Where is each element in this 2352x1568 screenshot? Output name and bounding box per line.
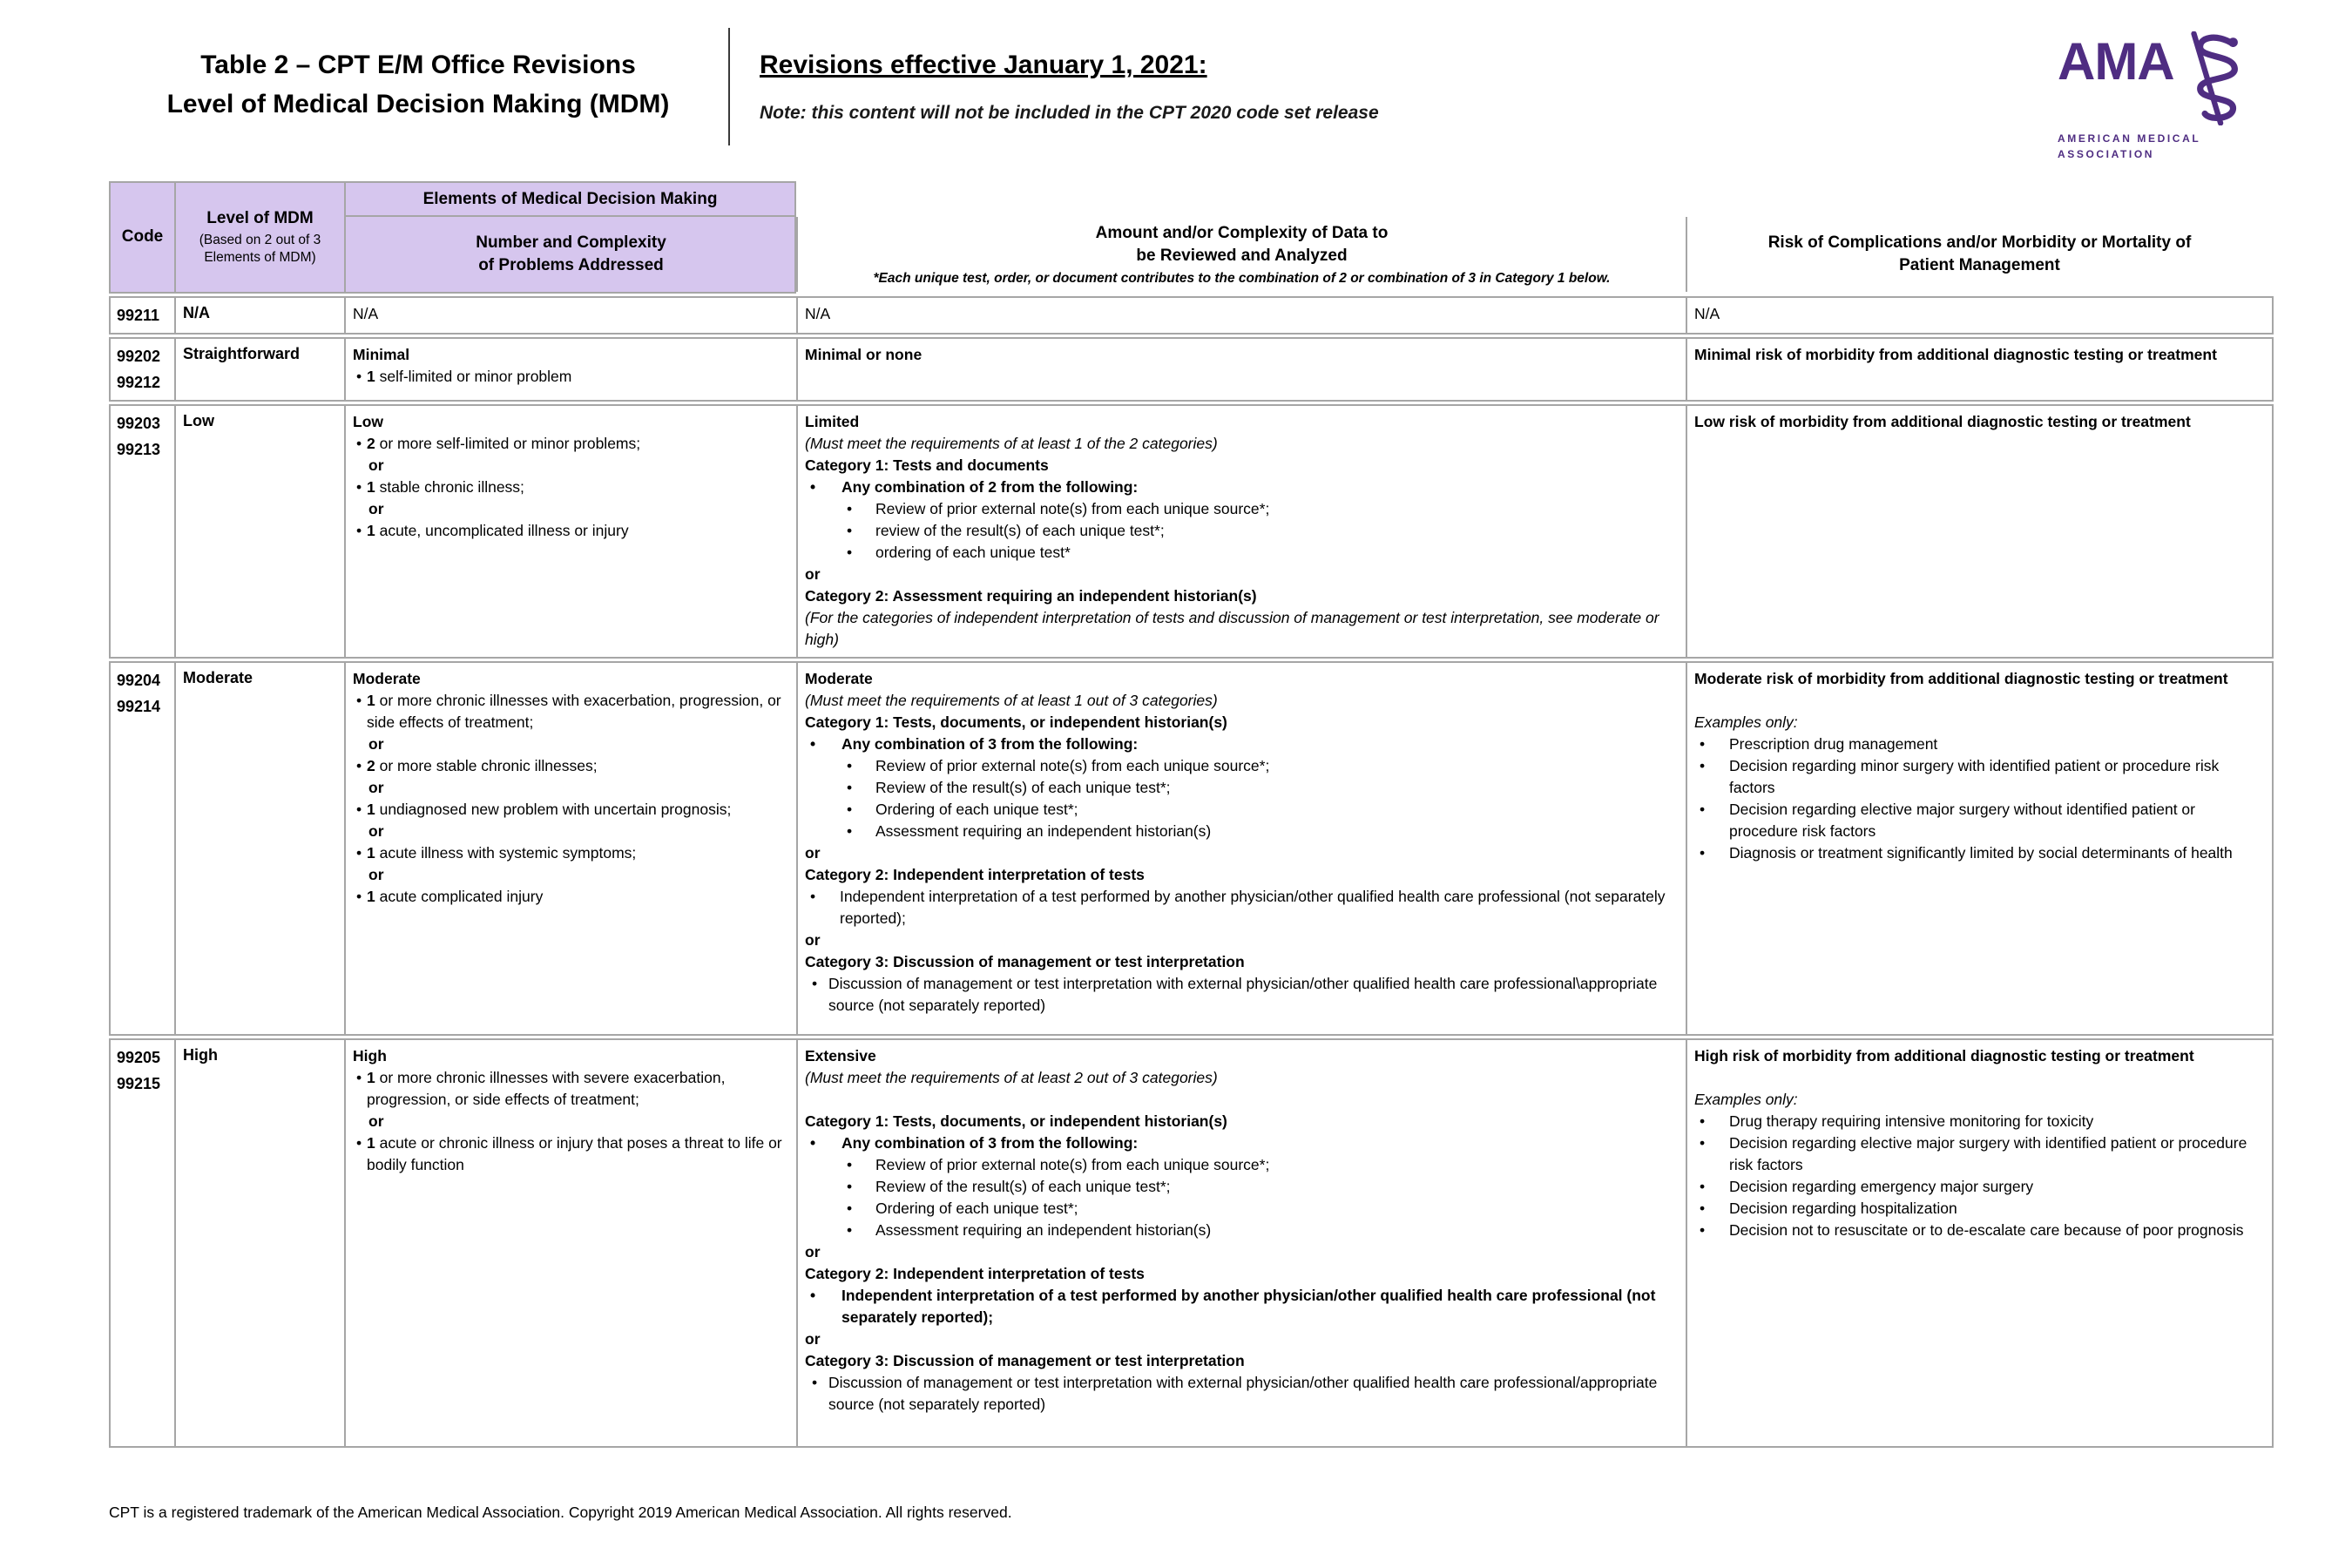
problems-cell <box>344 404 796 659</box>
text-line: Examples only: <box>1694 1091 1798 1108</box>
text-line: • 1 or more chronic illnesses with exacerbation, progression, or side effects of treatment; <box>356 692 781 731</box>
text-line: • 1 or more chronic illnesses with severe exacerbation, progression, or side effects of treatment; <box>356 1069 726 1108</box>
text-line: Moderate <box>353 670 421 687</box>
col-header-data-line2: be Reviewed and Analyzed <box>1136 247 1348 266</box>
text-line: or <box>368 456 384 474</box>
text-line: • Ordering of each unique test*; <box>805 799 1677 821</box>
text-line: • Decision regarding elective major surgery without identified patient or procedure risk factors <box>1700 801 2195 840</box>
table-row <box>109 404 2274 659</box>
risk-cell <box>1686 661 2274 1036</box>
text-line: Minimal <box>353 346 410 363</box>
col-header-code: Code <box>109 181 174 294</box>
mdm-table <box>109 179 2274 1450</box>
table-header <box>109 181 2274 294</box>
text-line: Examples only: <box>1694 713 1798 731</box>
data-cell <box>796 661 1686 1036</box>
bullet-icon: • <box>1700 801 1706 818</box>
bullet-icon: • <box>847 822 853 840</box>
cpt-code: 99215 <box>117 1075 161 1092</box>
text-line: Category 1: Tests and documents <box>805 456 1049 474</box>
level-cell: N/A <box>174 296 344 335</box>
bullet-icon: • <box>1700 735 1706 753</box>
text-line: • ordering of each unique test* <box>805 542 1677 564</box>
text-line: (Must meet the requirements of at least 2 out of 3 categories) <box>805 1069 1218 1086</box>
text-line: • Decision regarding minor surgery with identified patient or procedure risk factors <box>1700 757 2220 796</box>
text-line: • Any combination of 3 from the following: <box>805 1132 1677 1154</box>
bullet-icon: • <box>356 522 362 539</box>
text-line: or <box>368 735 384 753</box>
cpt-code: 99205 <box>117 1049 161 1066</box>
level-cell: Moderate <box>174 661 344 1036</box>
text-line: Category 2: Assessment requiring an independent historian(s) <box>805 587 1257 605</box>
text-line: Category 3: Discussion of management or test interpretation <box>805 953 1245 970</box>
bullet-icon: • <box>810 735 816 753</box>
cpt-code: 99202 <box>117 348 161 365</box>
bullet-icon: • <box>356 888 362 905</box>
text-line: Limited <box>805 413 860 430</box>
text-line: • Discussion of management or test interpretation with external physician/other qualified health care professional/appropriate source (not separately reported) <box>812 1374 1658 1413</box>
bullet-icon: • <box>356 844 362 862</box>
col-header-level-sub: (Based on 2 out of 3 Elements of MDM) <box>199 232 321 265</box>
text-line: • 1 acute or chronic illness or injury that poses a threat to life or bodily function <box>356 1134 782 1173</box>
table-row <box>109 296 2274 335</box>
caduceus-icon <box>2169 31 2242 130</box>
bullet-icon: • <box>847 1221 853 1239</box>
bullet-icon: • <box>810 1287 816 1304</box>
header-divider <box>728 28 730 145</box>
text-line: Moderate risk of morbidity from additional diagnostic testing or treatment <box>1694 670 2228 687</box>
revision-heading: Revisions effective January 1, 2021: <box>760 51 1207 79</box>
table-row <box>109 661 2274 1036</box>
bullet-icon: • <box>847 500 853 517</box>
text-line: • Discussion of management or test interpretation with external physician/other qualified health care professional\appropriate source (not separately reported) <box>812 975 1658 1014</box>
cpt-code: 99211 <box>117 307 160 324</box>
risk-cell <box>1686 296 2274 335</box>
bullet-icon: • <box>356 435 362 452</box>
bullet-icon: • <box>847 1156 853 1173</box>
text-line: Category 3: Discussion of management or test interpretation <box>805 1352 1245 1369</box>
code-cell <box>109 1038 174 1448</box>
problems-cell <box>344 661 796 1036</box>
text-line: • 2 or more stable chronic illnesses; <box>353 755 787 777</box>
bullet-icon: • <box>810 888 816 905</box>
text-line: • Prescription drug management <box>1694 733 2263 755</box>
text-line: • Review of prior external note(s) from each unique source*; <box>805 755 1677 777</box>
data-cell <box>796 337 1686 402</box>
level-cell: High <box>174 1038 344 1448</box>
bullet-icon: • <box>356 478 362 496</box>
bullet-icon: • <box>847 1178 853 1195</box>
text-line: • 1 acute illness with systemic symptoms; <box>353 842 787 864</box>
data-cell <box>796 404 1686 659</box>
text-line: or <box>368 779 384 796</box>
revision-note: Note: this content will not be included in the CPT 2020 code set release <box>760 103 1379 123</box>
bullet-icon: • <box>847 544 853 561</box>
text-line: Category 1: Tests, documents, or independent historian(s) <box>805 1112 1227 1130</box>
text-line: N/A <box>805 305 831 322</box>
col-header-problems-line1: Number and Complexity <box>476 233 666 252</box>
col-header-level-main: Level of MDM <box>206 209 314 228</box>
text-line: Category 2: Independent interpretation of tests <box>805 866 1145 883</box>
text-line: or <box>805 565 821 583</box>
text-line: • 1 undiagnosed new problem with uncertain prognosis; <box>353 799 787 821</box>
code-cell <box>109 296 174 335</box>
bullet-icon: • <box>847 801 853 818</box>
text-line: or <box>805 844 821 862</box>
bullet-icon: • <box>847 779 853 796</box>
text-line: or <box>368 866 384 883</box>
data-cell <box>796 296 1686 335</box>
text-line: or <box>805 1330 821 1348</box>
bullet-icon: • <box>812 975 818 992</box>
bullet-icon: • <box>1700 1134 1706 1152</box>
problems-cell <box>344 296 796 335</box>
text-line: Category 1: Tests, documents, or independent historian(s) <box>805 713 1227 731</box>
col-header-data-line1: Amount and/or Complexity of Data to <box>1095 224 1389 243</box>
bullet-icon: • <box>356 801 362 818</box>
text-line: • Diagnosis or treatment significantly limited by social determinants of health <box>1694 842 2263 864</box>
col-header-problems-line2: of Problems Addressed <box>478 256 664 274</box>
text-line: • 2 or more self-limited or minor problems; <box>353 433 787 455</box>
text-line: or <box>805 1243 821 1260</box>
bullet-icon: • <box>356 1134 362 1152</box>
col-header-level <box>174 181 344 294</box>
doc-title-line1: Table 2 – CPT E/M Office Revisions <box>200 51 636 79</box>
bullet-icon: • <box>1700 1112 1706 1130</box>
text-line: Low risk of morbidity from additional diagnostic testing or treatment <box>1694 413 2191 430</box>
text-line: (For the categories of independent interpretation of tests and discussion of management or test interpretation, see moderate or high) <box>805 609 1659 648</box>
bullet-icon: • <box>356 1069 362 1086</box>
cpt-code: 99203 <box>117 415 161 432</box>
text-line: • review of the result(s) of each unique test*; <box>805 520 1677 542</box>
text-line: • Review of prior external note(s) from each unique source*; <box>805 498 1677 520</box>
bullet-icon: • <box>356 692 362 709</box>
level-cell: Straightforward <box>174 337 344 402</box>
text-line: • Decision regarding elective major surgery with identified patient or procedure risk factors <box>1700 1134 2247 1173</box>
bullet-icon: • <box>356 757 362 774</box>
text-line: N/A <box>1694 305 1720 322</box>
text-line: High risk of morbidity from additional diagnostic testing or treatment <box>1694 1047 2194 1064</box>
bullet-icon: • <box>810 478 816 496</box>
problems-cell <box>344 1038 796 1448</box>
bullet-icon: • <box>847 757 853 774</box>
ama-logo-subtext2: ASSOCIATION <box>2058 148 2155 160</box>
code-cell <box>109 661 174 1036</box>
spacer <box>1694 1067 2263 1089</box>
cpt-code: 99204 <box>117 672 161 689</box>
text-line: • Any combination of 2 from the following: <box>805 476 1677 498</box>
bullet-icon: • <box>356 368 362 385</box>
text-line: Category 2: Independent interpretation of tests <box>805 1265 1145 1282</box>
text-line: High <box>353 1047 387 1064</box>
text-line: or <box>805 931 821 949</box>
text-line: N/A <box>353 305 379 322</box>
table-row <box>109 1038 2274 1448</box>
problems-cell <box>344 337 796 402</box>
text-line: • 1 acute complicated injury <box>353 886 787 908</box>
ama-logo-text: AMA <box>2058 32 2174 91</box>
col-header-risk-line2: Patient Management <box>1899 256 2060 274</box>
ama-logo-subtext1: AMERICAN MEDICAL <box>2058 132 2201 145</box>
bullet-icon: • <box>1700 844 1706 862</box>
col-header-elements <box>344 181 2192 294</box>
text-line: Moderate <box>805 670 873 687</box>
text-line: • Ordering of each unique test*; <box>805 1198 1677 1220</box>
cpt-code: 99213 <box>117 441 161 458</box>
bullet-icon: • <box>1700 1221 1706 1239</box>
bullet-icon: • <box>1700 757 1706 774</box>
table-body <box>109 296 2274 1448</box>
col-header-risk-line1: Risk of Complications and/or Morbidity or Mortality of <box>1767 233 2192 252</box>
text-line: • Independent interpretation of a test performed by another physician/other qualified health care professional (not separately reported); <box>810 888 1666 927</box>
text-line: or <box>368 822 384 840</box>
bullet-icon: • <box>1700 1178 1706 1195</box>
text-line: Minimal risk of morbidity from additional diagnostic testing or treatment <box>1694 346 2217 363</box>
doc-title-line2: Level of Medical Decision Making (MDM) <box>166 90 670 118</box>
spacer <box>805 1089 1677 1111</box>
text-line: • Decision regarding emergency major surgery <box>1694 1176 2263 1198</box>
col-header-data-note: *Each unique test, order, or document contributes to the combination of 2 or combination of 3 in Category 1 below. <box>873 270 1611 286</box>
text-line: or <box>368 500 384 517</box>
risk-cell <box>1686 1038 2274 1448</box>
text-line: • Any combination of 3 from the following: <box>805 733 1677 755</box>
text-line: • 1 acute, uncomplicated illness or injury <box>353 520 787 542</box>
text-line: Minimal or none <box>805 346 923 363</box>
bullet-icon: • <box>847 1200 853 1217</box>
bullet-icon: • <box>812 1374 818 1391</box>
text-line: Extensive <box>805 1047 876 1064</box>
code-cell <box>109 404 174 659</box>
ama-logo <box>2058 32 2275 161</box>
risk-cell <box>1686 404 2274 659</box>
text-line: • Decision not to resuscitate or to de-escalate care because of poor prognosis <box>1694 1220 2263 1241</box>
cpt-code: 99212 <box>117 374 161 391</box>
spacer <box>1694 690 2263 712</box>
text-line: • Review of the result(s) of each unique test*; <box>805 777 1677 799</box>
table-row <box>109 337 2274 402</box>
text-line: • Review of the result(s) of each unique test*; <box>805 1176 1677 1198</box>
text-line: (Must meet the requirements of at least 1 out of 3 categories) <box>805 692 1218 709</box>
doc-title <box>131 45 706 124</box>
bullet-icon: • <box>1700 1200 1706 1217</box>
footer-text: CPT is a registered trademark of the American Medical Association. Copyright 2019 American Medical Association. All rights reserved. <box>109 1504 1012 1521</box>
text-line: • Assessment requiring an independent historian(s) <box>805 821 1677 842</box>
text-line: • Review of prior external note(s) from each unique source*; <box>805 1154 1677 1176</box>
col-header-data <box>796 217 1686 292</box>
text-line: • Decision regarding hospitalization <box>1694 1198 2263 1220</box>
text-line: • Independent interpretation of a test performed by another physician/other qualified health care professional (not separately reported); <box>810 1287 1656 1326</box>
elements-banner: Elements of Medical Decision Making <box>346 183 794 217</box>
text-line: (Must meet the requirements of at least 1 of the 2 categories) <box>805 435 1218 452</box>
level-cell: Low <box>174 404 344 659</box>
bullet-icon: • <box>847 522 853 539</box>
col-header-risk <box>1686 217 2272 292</box>
text-line: • Drug therapy requiring intensive monitoring for toxicity <box>1694 1111 2263 1132</box>
cpt-code: 99214 <box>117 698 161 715</box>
data-cell <box>796 1038 1686 1448</box>
col-header-problems <box>346 217 796 292</box>
bullet-icon: • <box>810 1134 816 1152</box>
risk-cell <box>1686 337 2274 402</box>
text-line: Low <box>353 413 383 430</box>
text-line: • 1 self-limited or minor problem <box>353 366 787 388</box>
text-line: • Assessment requiring an independent historian(s) <box>805 1220 1677 1241</box>
revision-block <box>760 51 1379 124</box>
code-cell <box>109 337 174 402</box>
text-line: or <box>368 1112 384 1130</box>
text-line: • 1 stable chronic illness; <box>353 476 787 498</box>
